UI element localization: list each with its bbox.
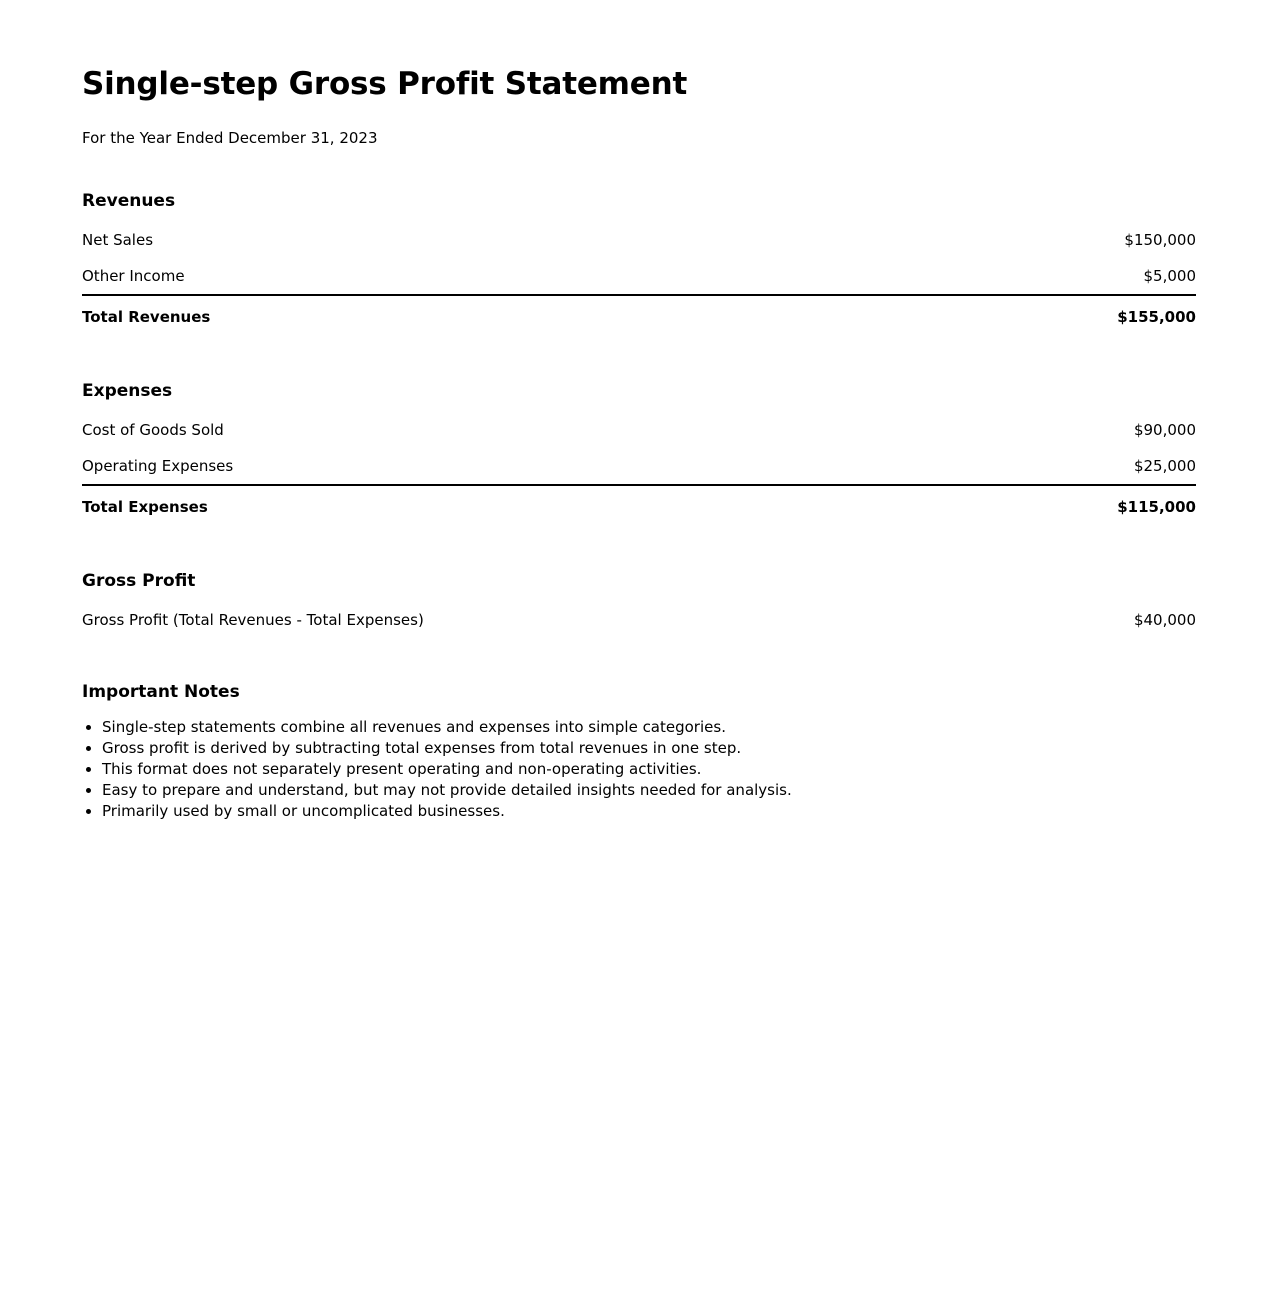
expenses-section [82,380,1196,528]
total-label: Total Revenues [82,308,211,326]
list-item: • Single-step statements combine all revenues and expenses into simple categories. [102,717,1196,738]
row-amount: $40,000 [1133,611,1196,629]
row-label: Cost of Goods Sold [82,421,224,439]
notes-list [82,717,1196,822]
total-amount: $115,000 [1117,498,1196,516]
row-amount: $25,000 [1133,457,1196,475]
total-label: Total Expenses [82,498,208,516]
total-amount: $155,000 [1117,308,1196,326]
row-amount: $90,000 [1133,421,1196,439]
list-item: • This format does not separately present operating and non-operating activities. [102,759,1196,780]
row-label: Other Income [82,267,185,285]
revenues-section [82,190,1196,338]
row-label: Net Sales [82,231,154,249]
revenue-row-other-income [82,259,1196,296]
gross-profit-row [82,602,1196,639]
list-item: • Primarily used by small or uncomplicated businesses. [102,801,1196,822]
row-label: Gross Profit (Total Revenues - Total Expenses) [82,611,424,629]
statement-period: For the Year Ended December 31, 2023 [82,129,378,147]
expense-row-operating [82,449,1196,486]
notes-heading: Important Notes [82,682,240,702]
page-title: Single-step Gross Profit Statement [82,66,688,102]
row-label: Operating Expenses [82,457,234,475]
notes-section [82,681,1196,822]
expense-row-cogs [82,412,1196,449]
list-item: • Gross profit is derived by subtracting total expenses from total revenues in one step. [102,738,1196,759]
total-revenues-row [82,296,1196,338]
gross-profit-heading: Gross Profit [82,571,196,591]
total-expenses-row [82,486,1196,528]
list-item: • Easy to prepare and understand, but may not provide detailed insights needed for analysis. [102,780,1196,801]
revenues-heading: Revenues [82,191,176,211]
expenses-heading: Expenses [82,381,173,401]
row-amount: $150,000 [1124,231,1196,249]
revenue-row-net-sales [82,222,1196,259]
gross-profit-section [82,570,1196,639]
row-amount: $5,000 [1143,267,1196,285]
